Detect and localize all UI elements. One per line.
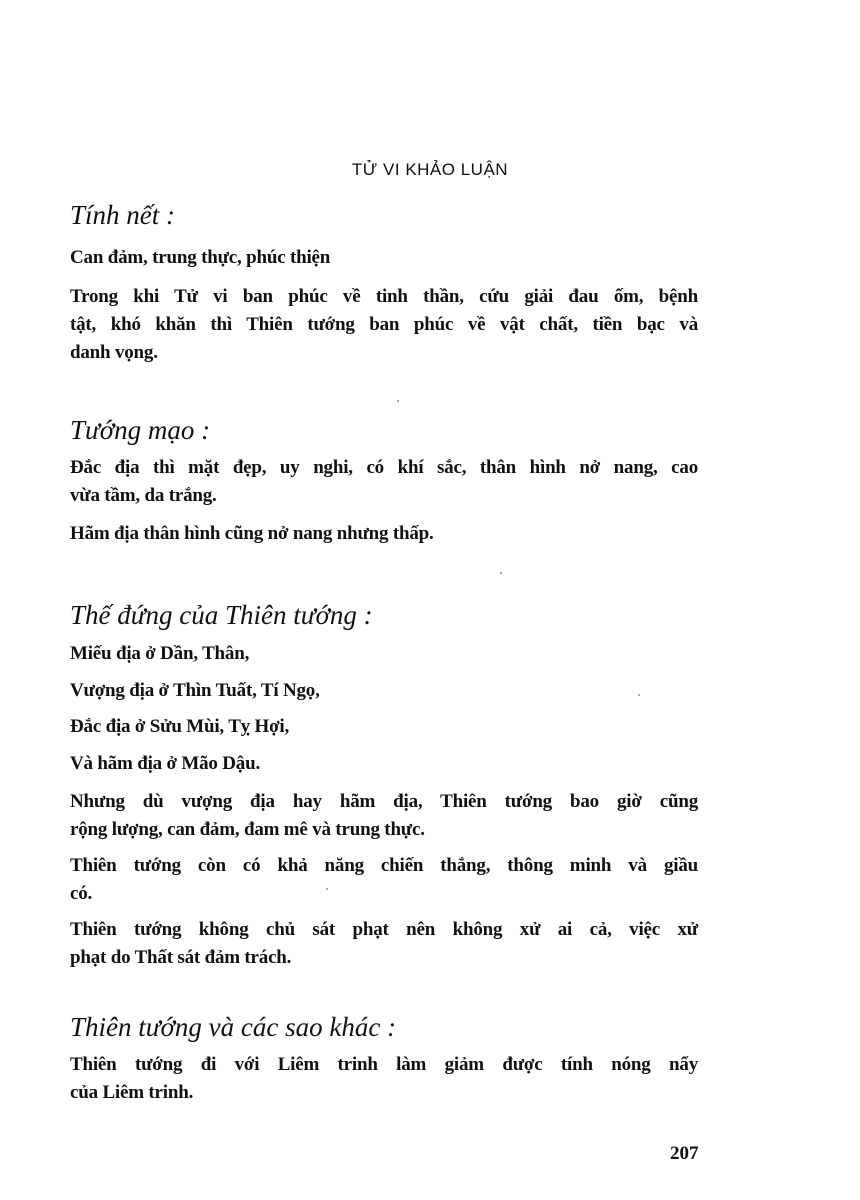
- scan-speck: [326, 888, 328, 890]
- scan-speck: [500, 572, 502, 574]
- body-line: Miếu địa ở Dần, Thân,: [70, 643, 250, 664]
- scan-speck: [397, 400, 399, 402]
- body-line: Nhưng dù vượng địa hay hãm địa, Thiên tướng bao giờ cũng: [70, 791, 698, 812]
- body-line: Thiên tướng không chủ sát phạt nên không xử ai cả, việc xử: [70, 919, 698, 940]
- section-heading-the-dung: Thế đứng của Thiên tướng :: [70, 600, 373, 630]
- body-line: Trong khi Tử vi ban phúc về tinh thần, cứu giải đau ốm, bệnh: [70, 286, 698, 307]
- body-line: có.: [70, 883, 93, 904]
- section-heading-tuong-mao: Tướng mạo :: [70, 415, 211, 445]
- running-head: TỬ VI KHẢO LUẬN: [351, 160, 509, 179]
- body-line: vừa tầm, da trắng.: [70, 485, 217, 506]
- body-line: Đắc địa ở Sửu Mùi, Tỵ Hợi,: [70, 716, 290, 737]
- body-line: Hãm địa thân hình cũng nở nang nhưng thấp.: [70, 523, 434, 544]
- scan-speck: [638, 694, 640, 696]
- body-line: Vượng địa ở Thìn Tuất, Tí Ngọ,: [70, 680, 320, 701]
- body-line: rộng lượng, can đảm, đam mê và trung thực.: [70, 819, 425, 840]
- body-line: Và hãm địa ở Mão Dậu.: [70, 753, 261, 774]
- body-line: Đắc địa thì mặt đẹp, uy nghi, có khí sắc, thân hình nở nang, cao: [70, 457, 698, 478]
- body-line: Thiên tướng đi với Liêm trinh làm giảm được tính nóng nẩy: [70, 1054, 698, 1075]
- body-line: của Liêm trinh.: [70, 1082, 194, 1103]
- body-line: Can đảm, trung thực, phúc thiện: [70, 247, 331, 268]
- body-line: Thiên tướng còn có khả năng chiến thắng, thông minh và giầu: [70, 855, 698, 876]
- section-heading-cac-sao-khac: Thiên tướng và các sao khác :: [70, 1012, 397, 1042]
- body-line: tật, khó khăn thì Thiên tướng ban phúc về vật chất, tiền bạc và: [70, 314, 698, 335]
- page-number: 207: [670, 1143, 699, 1164]
- section-heading-tinh-net: Tính nết :: [70, 200, 175, 230]
- body-line: phạt do Thất sát đảm trách.: [70, 947, 292, 968]
- body-line: danh vọng.: [70, 342, 158, 363]
